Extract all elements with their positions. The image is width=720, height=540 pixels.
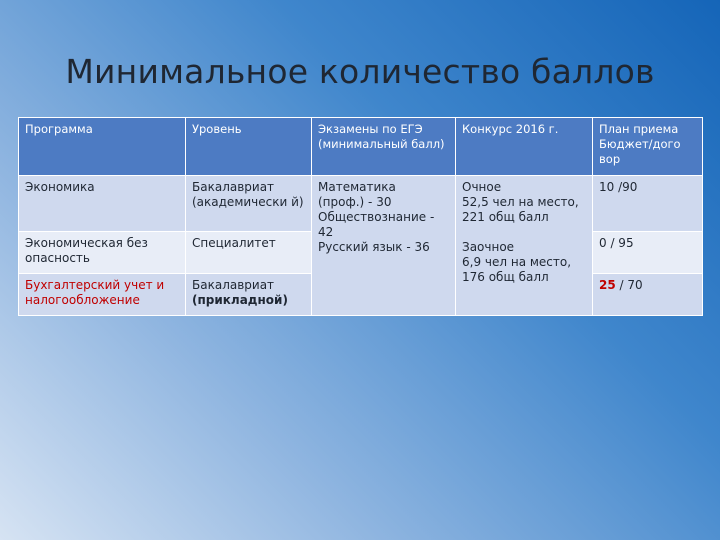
- exam-line: Обществознание - 42: [318, 210, 435, 239]
- part-time-label: Заочное: [462, 240, 515, 254]
- exam-line: Русский язык - 36: [318, 240, 430, 254]
- program-cell: Бухгалтерский учет и налогообложение: [19, 274, 186, 316]
- table-row: [19, 176, 703, 232]
- plan-contract: / 70: [615, 278, 643, 292]
- plan-budget-highlight: 25: [599, 278, 616, 292]
- plan-cell: 10 /90: [593, 176, 703, 232]
- level-line: Бакалавриат: [192, 278, 275, 292]
- exams-cell: [312, 176, 456, 316]
- header-program: Программа: [19, 118, 186, 176]
- admission-table: [18, 117, 703, 316]
- program-cell: Экономика: [19, 176, 186, 232]
- level-cell: Специалитет: [186, 232, 312, 274]
- level-cell: [186, 274, 312, 316]
- header-plan: План приема Бюджет/дого вор: [593, 118, 703, 176]
- competition-cell: [456, 176, 593, 316]
- exam-line: Математика: [318, 180, 396, 194]
- level-line: (прикладной): [192, 293, 288, 307]
- plan-cell: [593, 274, 703, 316]
- program-cell: Экономическая без опасность: [19, 232, 186, 274]
- table-header-row: [19, 118, 703, 176]
- slide-title: Минимальное количество баллов: [65, 52, 655, 91]
- full-time-text: 52,5 чел на место, 221 общ балл: [462, 195, 579, 224]
- exam-line: (проф.) - 30: [318, 195, 392, 209]
- header-competition: Конкурс 2016 г.: [456, 118, 593, 176]
- full-time-label: Очное: [462, 180, 502, 194]
- level-cell: Бакалавриат (академически й): [186, 176, 312, 232]
- plan-cell: 0 / 95: [593, 232, 703, 274]
- header-level: Уровень: [186, 118, 312, 176]
- part-time-text: 6,9 чел на место, 176 общ балл: [462, 255, 572, 284]
- header-exams: Экзамены по ЕГЭ (минимальный балл): [312, 118, 456, 176]
